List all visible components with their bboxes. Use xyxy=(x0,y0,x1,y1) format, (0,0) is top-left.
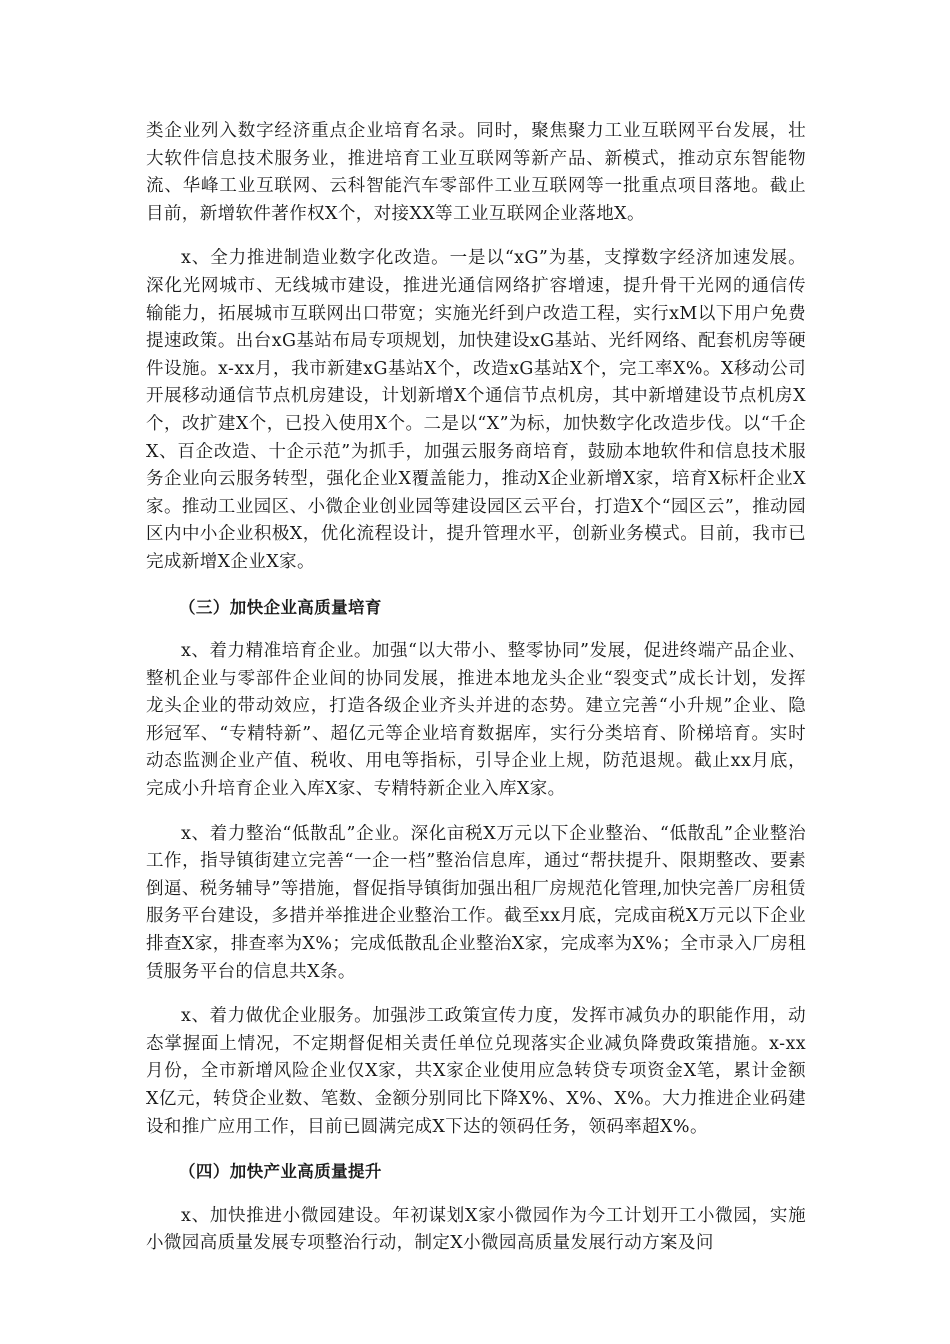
paragraph-micro-park-construction: x、加快推进小微园建设。年初谋划X家小微园作为今工计划开工小微园，实施小微园高质量发展专项整治行动，制定X小微园高质量发展行动方案及问 xyxy=(146,1205,806,1254)
paragraph-manufacturing-digital-transform: x、全力推进制造业数字化改造。一是以“xG”为基，支撑数字经济加速发展。深化光网城市、无线城市建设，推进光通信网络扩容增速，提升骨干光网的通信传输能力，拓展城市互联网出口带宽；实施光纤到户改造工程，实行xM以下用户免费提速政策。出台xG基站布局专项规划，加快建设xG基站、光纤网络、配套机房等硬件设施。x-xx月，我市新建xG基站X个，改造xG基站X个，完工率X%。X移动公司开展移动通信节点机房建设，计划新增X个通信节点机房，其中新增建设节点机房X个，改扩建X个，已投入使用X个。二是以“X”为标，加快数字化改造步伐。以“千企X、百企改造、十企示范”为抓手，加强云服务商培育，鼓励本地软件和信息技术服务企业向云服务转型，强化企业X覆盖能力，推动X企业新增X家，培育X标杆企业X家。推动工业园区、小微企业创业园等建设园区云平台，打造X个“园区云”，推动园区内中小企业积极X，优化流程设计，提升管理水平，创新业务模式。目前，我市已完成新增X企业X家。 xyxy=(146,248,806,572)
paragraph-enterprise-services: x、着力做优企业服务。加强涉工政策宣传力度，发挥市减负办的职能作用，动态掌握面上情况，不定期督促相关责任单位兑现落实企业减负降费政策措施。x-xx月份，全市新增风险企业仅X家，共X家企业使用应急转贷专项资金X笔，累计金额X亿元，转贷企业数、笔数、金额分别同比下降X%、X%、X%。大力推进企业码建设和推广应用工作，目前已圆满完成X下达的领码任务，领码率超X%。 xyxy=(146,1006,806,1137)
paragraph-digital-economy-list: 类企业列入数字经济重点企业培育名录。同时，聚焦聚力工业互联网平台发展，壮大软件信息技术服务业，推进培育工业互联网等新产品、新模式，推动京东智能物流、华峰工业互联网、云科智能汽车零部件工业互联网等一批重点项目落地。截止目前，新增软件著作权X个，对接XX等工业互联网企业落地X。 xyxy=(146,121,806,224)
paragraph-low-scattered-rectification: x、着力整治“低散乱”企业。深化亩税X万元以下企业整治、“低散乱”企业整治工作，指导镇街建立完善“一企一档”整治信息库，通过“帮扶提升、限期整改、要素倒逼、税务辅导”等措施，督促指导镇街加强出租厂房规范化管理,加快完善厂房租赁服务平台建设，多措并举推进企业整治工作。截至xx月底，完成亩税X万元以下企业排查X家，排查率为X%；完成低散乱企业整治X家，完成率为X%；全市录入厂房租赁服务平台的信息共X条。 xyxy=(146,823,806,982)
paragraph-precise-cultivation: x、着力精准培育企业。加强“以大带小、整零协同”发展，促进终端产品企业、整机企业与零部件企业间的协同发展，推进本地龙头企业“裂变式”成长计划，发挥龙头企业的带动效应，打造各级企业齐头并进的态势。建立完善“小升规”企业、隐形冠军、“专精特新”、超亿元等企业培育数据库，实行分类培育、阶梯培育。实时动态监测企业产值、税收、用电等指标，引导企业上规，防范退规。截止xx月底，完成小升培育企业入库X家、专精特新企业入库X家。 xyxy=(146,641,806,800)
section-heading-industry-upgrade: （四）加快产业高质量提升 xyxy=(179,1162,382,1182)
section-heading-enterprise-cultivation: （三）加快企业高质量培育 xyxy=(179,597,382,617)
document-page xyxy=(146,118,806,1258)
